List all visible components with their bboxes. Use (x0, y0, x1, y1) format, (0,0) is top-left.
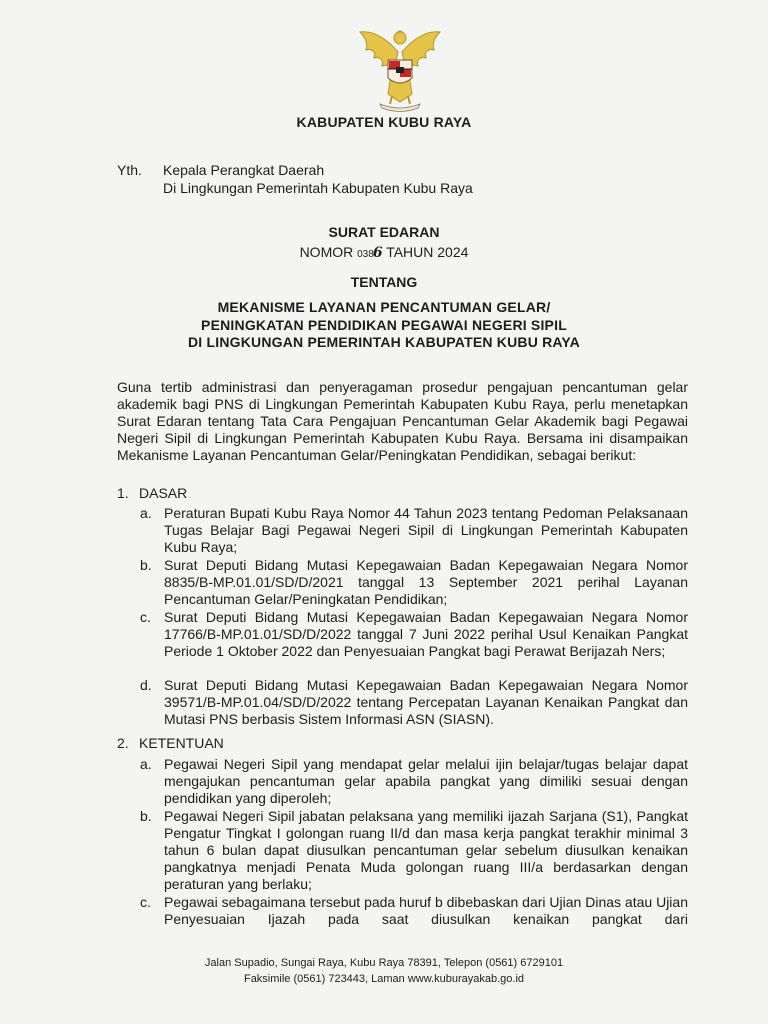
item-text: Surat Deputi Bidang Mutasi Kepegawaian Badan Kepegawaian Negara Nomor 8835/B-MP.01.01/SD/D/2021 tanggal 13 September 2021 perihal Layanan Pencantuman Gelar/Peningkatan Pendidikan; (164, 557, 688, 607)
item-letter: c. (140, 894, 151, 910)
list-item (140, 808, 688, 893)
item-letter: c. (140, 609, 151, 625)
letter-type: SURAT EDARAN (328, 224, 440, 240)
item-letter: b. (140, 557, 152, 573)
agency-name: KABUPATEN KUBU RAYA (296, 114, 472, 130)
subject-line: DI LINGKUNGAN PEMERINTAH KABUPATEN KUBU RAYA (187, 334, 580, 350)
item-letter: a. (140, 505, 152, 521)
list-item (140, 894, 688, 928)
number-suffix: TAHUN 2024 (386, 244, 469, 260)
number-value: 038 (357, 249, 374, 260)
subject-heading (0, 299, 768, 352)
list-item (140, 756, 688, 807)
list-item (140, 505, 688, 556)
number-handwritten: 6 (372, 245, 383, 261)
item-text: Surat Deputi Bidang Mutasi Kepegawaian Badan Kepegawaian Negara Nomor 17766/B-MP.01.01/SD/D/2022 tanggal 7 Juni 2022 perihal Usul Kenaikan Pangkat Periode 1 Oktober 2022 dan Penyesuaian Pangkat bagi Perawat Berijazah Ners; (164, 609, 688, 659)
section-number: 1. (117, 485, 129, 501)
item-letter: a. (140, 756, 152, 772)
section-title: DASAR (139, 485, 188, 501)
footer-address: Jalan Supadio, Sungai Raya, Kubu Raya 78391, Telepon (0561) 6729101 (204, 957, 564, 969)
section-title: KETENTUAN (139, 735, 224, 751)
item-text: Pegawai Negeri Sipil yang mendapat gelar melalui ijin belajar/tugas belajar dapat mengajukan pencantuman gelar apabila pangkat yang dimiliki sesuai dengan pendidikan yang diperoleh; (164, 756, 688, 806)
item-text: Surat Deputi Bidang Mutasi Kepegawaian Badan Kepegawaian Negara Nomor 39571/B-MP.01.04/SD/D/2022 tentang Percepatan Layanan Kenaikan Pangkat dan Mutasi PNS berbasis Sistem Informasi ASN (SIASN). (164, 677, 688, 727)
subject-line: PENINGKATAN PENDIDIKAN PEGAWAI NEGERI SIPIL (201, 316, 567, 333)
number-prefix: NOMOR (299, 244, 354, 260)
subject-line: MEKANISME LAYANAN PENCANTUMAN GELAR/ (217, 299, 551, 315)
list-item (140, 609, 688, 660)
section-number: 2. (117, 735, 129, 751)
section-heading (117, 735, 224, 751)
garuda-emblem-icon (352, 22, 448, 114)
item-text: Peraturan Bupati Kubu Raya Nomor 44 Tahun 2023 tentang Pedoman Pelaksanaan Tugas Belajar Bagi Pegawai Negeri Sipil di Lingkungan Pemerintah Kabupaten Kubu Raya; (164, 505, 688, 555)
item-text: Pegawai sebagaimana tersebut pada huruf b dibebaskan dari Ujian Dinas atau Ujian Penyesuaian Ijazah pada saat diusulkan kenaikan pangkat dari (164, 894, 688, 927)
recipient-block (117, 161, 473, 197)
recipient-line-2: Di Lingkungan Pemerintah Kabupaten Kubu Raya (163, 180, 473, 196)
item-text: Pegawai Negeri Sipil jabatan pelaksana yang memiliki ijazah Sarjana (S1), Pangkat Pengatur Tingkat I golongan ruang II/d dan masa kerja pangkat terakhir minimal 3 tahun 6 bulan dapat diusulkan pencantuman gelar sebelum diusulkan kenaikan pangkatnya menjadi Penata Muda golongan ruang III/a berdasarkan dengan peraturan yang berlaku; (164, 808, 688, 892)
list-item (140, 677, 688, 728)
recipient-label: Yth. (117, 162, 142, 178)
section-heading (117, 485, 187, 501)
footer-contact: Faksimile (0561) 723443, Laman www.kuburayakab.go.id (243, 973, 525, 985)
about-heading: TENTANG (350, 274, 418, 290)
recipient-line-1: Kepala Perangkat Daerah (163, 162, 325, 178)
list-item (140, 557, 688, 608)
item-letter: b. (140, 808, 152, 824)
intro-paragraph: Guna tertib administrasi dan penyeragaman prosedur pengajuan pencantuman gelar akademik bagi PNS di Lingkungan Pemerintah Kabupaten Kubu Raya, perlu menetapkan Surat Edaran tentang Tata Cara Pengajuan Pencantuman Gelar Akademik bagi Pegawai Negeri Sipil di Lingkungan Pemerintah Kabupaten Kubu Raya. Bersama ini disampaikan Mekanisme Layanan Pencantuman Gelar/Peningkatan Pendidikan, sebagai berikut: (117, 379, 688, 463)
item-letter: d. (140, 677, 152, 693)
letter-number (0, 244, 768, 261)
letter-footer (0, 955, 768, 987)
